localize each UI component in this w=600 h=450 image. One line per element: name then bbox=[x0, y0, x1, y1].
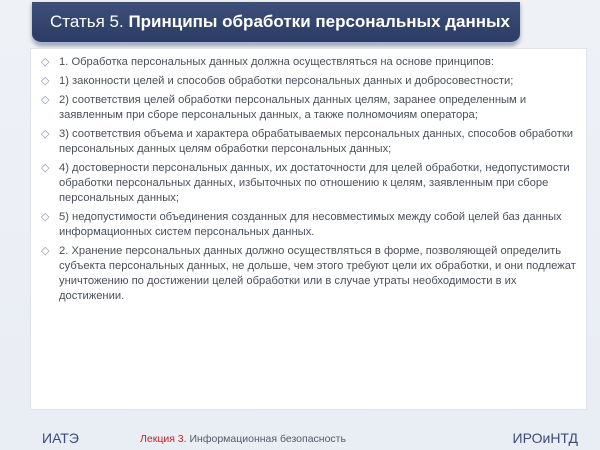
footer bbox=[0, 418, 600, 450]
diamond-bullet-icon: ◇ bbox=[41, 94, 50, 106]
diamond-bullet-icon: ◇ bbox=[41, 162, 50, 174]
footer-left-label: ИАТЭ bbox=[42, 430, 79, 446]
list-item bbox=[37, 127, 578, 157]
principles-list bbox=[37, 55, 578, 308]
list-item-text: 2) соответствия целей обработки персональных данных целям, заранее определенным и заявленным при сборе персональных данных, а также полномочиям оператора; bbox=[59, 94, 527, 121]
diamond-bullet-icon: ◇ bbox=[41, 75, 50, 87]
list-item-text: 5) недопустимости объединения созданных для несовместимых между собой целей баз данных информационных систем персональных данных. bbox=[59, 211, 562, 238]
list-item bbox=[37, 93, 578, 123]
diamond-bullet-icon: ◇ bbox=[41, 245, 50, 257]
title-prefix: Статья 5. bbox=[50, 12, 124, 31]
slide-title bbox=[50, 12, 510, 32]
footer-lecture-title: Информационная безопасность bbox=[189, 433, 346, 445]
title-bar bbox=[32, 2, 520, 44]
content-panel bbox=[30, 48, 587, 410]
list-item-text: 1) законности целей и способов обработки персональных данных и добросовестности; bbox=[59, 75, 514, 87]
diamond-bullet-icon: ◇ bbox=[41, 211, 50, 223]
diamond-bullet-icon: ◇ bbox=[41, 128, 50, 140]
list-item bbox=[37, 210, 578, 240]
list-item bbox=[37, 244, 578, 304]
footer-right-label: ИРОиНТД bbox=[512, 430, 578, 446]
list-item bbox=[37, 55, 578, 70]
diamond-bullet-icon: ◇ bbox=[41, 56, 50, 68]
list-item-text: 2. Хранение персональных данных должно осуществляться в форме, позволяющей определить субъекта персональных данных, не дольше, чем этого требуют цели их обработки, и они подлежат уничтожению по достижении целей обработки или в случае утраты необходимости в их достижении. bbox=[59, 245, 576, 302]
footer-lecture bbox=[140, 433, 346, 445]
list-item-text: 4) достоверности персональных данных, их достаточности для целей обработки, недопустимости обработки персональных данных, избыточных по отношению к целям, заявленным при сборе персональных данных; bbox=[59, 162, 570, 204]
footer-lecture-label: Лекция 3. bbox=[140, 433, 187, 445]
list-item bbox=[37, 74, 578, 89]
list-item-text: 1. Обработка персональных данных должна осуществляться на основе принципов: bbox=[59, 56, 494, 68]
list-item bbox=[37, 161, 578, 206]
title-main: Принципы обработки персональных данных bbox=[128, 12, 510, 31]
list-item-text: 3) соответствия объема и характера обрабатываемых персональных данных, способов обработки персональных данных целям обработки персональных данных; bbox=[59, 128, 573, 155]
